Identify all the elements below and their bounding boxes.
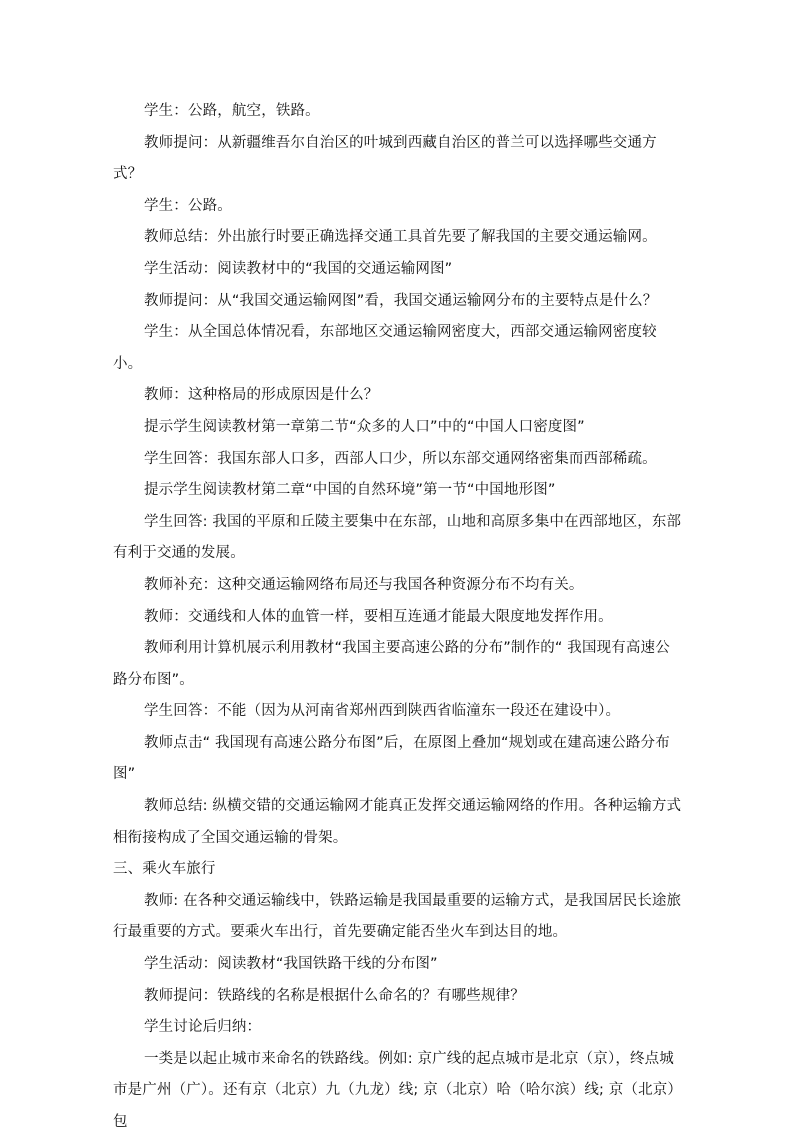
paragraph: 学生回答: 我国的平原和丘陵主要集中在东部，山地和高原多集中在西部地区，东部有利于交通的发展。	[113, 513, 682, 562]
paragraph: 提示学生阅读教材第一章第二节“众多的人口”中的“中国人口密度图”	[144, 418, 585, 435]
paragraph: 教师总结：外出旅行时要正确选择交通工具首先要了解我国的主要交通运输网。	[144, 229, 657, 246]
paragraph: 学生：公路，航空，铁路。	[144, 103, 320, 119]
paragraph: 教师：交通线和人体的血管一样，要相互连通才能最大限度地发挥作用。	[144, 608, 613, 625]
paragraph: 学生回答：我国东部人口多，西部人口少，所以东部交通网络密集而西部稀疏。	[144, 450, 657, 467]
paragraph: 学生活动：阅读教材中的“我国的交通运输网图”	[144, 260, 453, 277]
paragraph: 教师总结: 纵横交错的交通运输网才能真正发挥交通运输网络的作用。各种运输方式相衔接构成了全国交通运输的骨架。	[113, 798, 682, 846]
paragraph: 教师利用计算机展示利用教材“我国主要高速公路的分布”制作的“ 我国现有高速公路分布图”。	[113, 640, 670, 688]
paragraph: 教师补充：这种交通运输网络布局还与我国各种资源分布不均有关。	[144, 576, 584, 593]
paragraph: 一类是以起止城市来命名的铁路线。例如: 京广线的起点城市是北京（京），终点城市是广州（广）。还有京（北京）九（九龙）线; 京（北京）哈（哈尔滨）线; 京（北京）包	[113, 1050, 683, 1130]
document-body	[113, 96, 683, 1139]
paragraph: 学生：从全国总体情况看，东部地区交通运输网密度大，西部交通运输网密度较小。	[113, 324, 657, 372]
paragraph: 教师提问：从“我国交通运输网图”看，我国交通运输网分布的主要特点是什么？	[144, 292, 658, 309]
paragraph: 学生讨论后归纳：	[144, 1019, 262, 1036]
paragraph: 提示学生阅读教材第二章“中国的自然环境”第一节“中国地形图”	[144, 482, 556, 499]
paragraph: 教师：这种格局的形成原因是什么？	[144, 387, 379, 404]
section-heading: 三、乘火车旅行	[113, 861, 216, 878]
paragraph: 学生：公路。	[144, 197, 232, 214]
paragraph: 教师: 在各种交通运输线中，铁路运输是我国最重要的运输方式，是我国居民长途旅行最重要的方式。要乘火车出行，首先要确定能否坐火车到达目的地。	[113, 892, 682, 941]
paragraph: 教师点击“ 我国现有高速公路分布图”后，在原图上叠加“规划或在建高速公路分布图”	[113, 734, 670, 783]
paragraph: 学生回答：不能（因为从河南省郑州西到陕西省临潼东一段还在建设中）。	[144, 703, 621, 720]
paragraph: 教师提问：从新疆维吾尔自治区的叶城到西藏自治区的普兰可以选择哪些交通方式？	[113, 134, 657, 183]
paragraph: 教师提问：铁路线的名称是根据什么命名的？有哪些规律？	[144, 987, 525, 1004]
paragraph: 学生活动：阅读教材“我国铁路干线的分布图”	[144, 956, 438, 973]
